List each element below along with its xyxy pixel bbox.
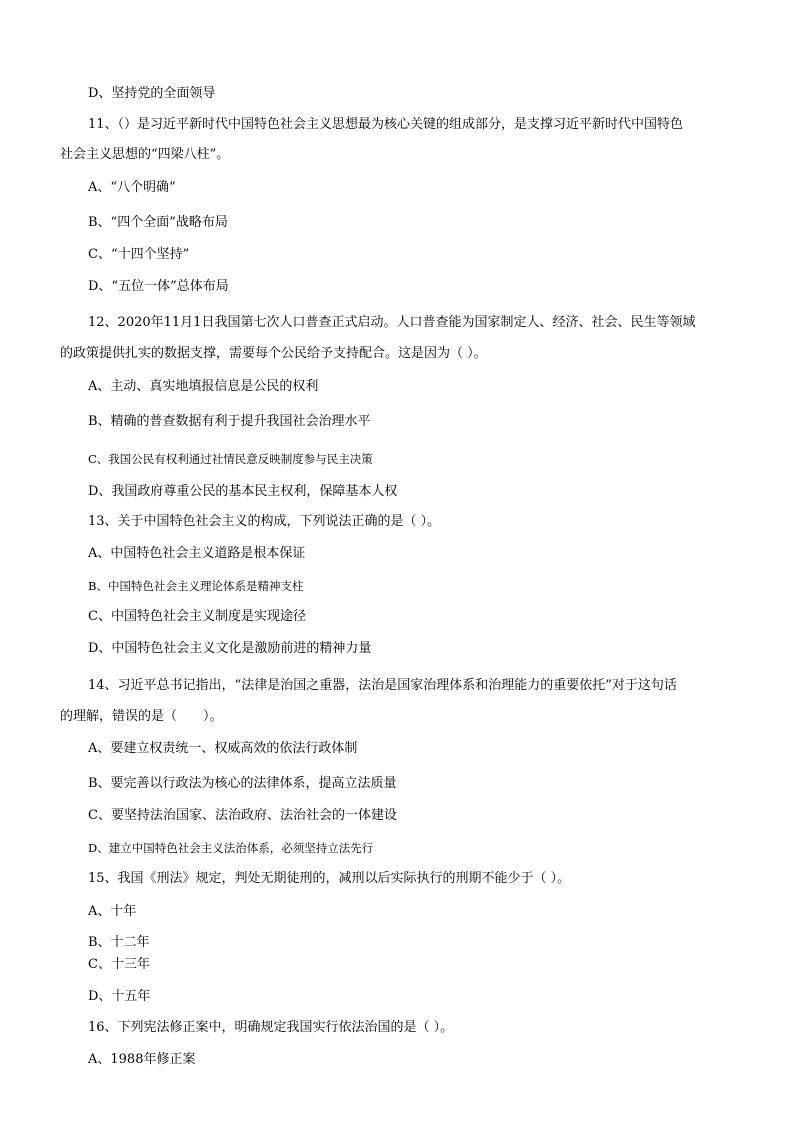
q13-option-a: A、中国特色社会主义道路是根本保证 — [88, 546, 306, 561]
q15-option-b: B、十二年 — [88, 935, 150, 950]
q11-option-c: C、“十四个坚持” — [88, 247, 190, 262]
q12-stem-line-2: 的政策提供扎实的数据支撑，需要每个公民给予支持配合。这是因为（ ）。 — [60, 346, 487, 361]
q10-option-d: D、坚持党的全面领导 — [88, 86, 216, 101]
q11-option-d: D、“五位一体”总体布局 — [88, 279, 229, 294]
q12-option-c: C、我国公民有权利通过社情民意反映制度参与民主决策 — [88, 452, 373, 466]
q11-stem-line-1: 11、（）是习近平新时代中国特色社会主义思想最为核心关键的组成部分，是支撑习近平新时代中国特色 — [88, 117, 684, 132]
q12-option-b: B、精确的普查数据有利于提升我国社会治理水平 — [88, 414, 371, 429]
q14-option-a: A、要建立权责统一、权威高效的依法行政体制 — [88, 741, 358, 756]
q15-option-c: C、十三年 — [88, 957, 150, 972]
q12-option-a: A、主动、真实地填报信息是公民的权利 — [88, 379, 319, 394]
q12-option-d: D、我国政府尊重公民的基本民主权利，保障基本人权 — [88, 484, 398, 499]
q14-option-c: C、要坚持法治国家、法治政府、法治社会的一体建设 — [88, 808, 397, 823]
q15-option-a: A、十年 — [88, 904, 137, 919]
q13-stem: 13、关于中国特色社会主义的构成，下列说法正确的是（ ）。 — [88, 514, 441, 529]
q14-stem-line-2: 的理解，错误的是（ ）。 — [60, 709, 223, 724]
q13-option-c: C、中国特色社会主义制度是实现途径 — [88, 609, 306, 624]
q16-stem: 16、下列宪法修正案中，明确规定我国实行依法治国的是（ ）。 — [88, 1020, 454, 1035]
q16-option-a: A、1988年修正案 — [88, 1052, 196, 1067]
q15-stem: 15、我国《刑法》规定，判处无期徒刑的，减刑以后实际执行的刑期不能少于（ ）。 — [88, 871, 571, 886]
q13-option-d: D、中国特色社会主义文化是激励前进的精神力量 — [88, 641, 372, 656]
q15-option-d: D、十五年 — [88, 989, 151, 1004]
q14-option-b: B、要完善以行政法为核心的法律体系，提高立法质量 — [88, 776, 397, 791]
q12-stem-line-1: 12、2020年11月1日我国第七次人口普查正式启动。人口普查能为国家制定人、经济、社会、民生等领域 — [88, 315, 696, 330]
q13-option-b: B、中国特色社会主义理论体系是精神支柱 — [88, 579, 304, 593]
q11-stem-line-2: 社会主义思想的“四梁八柱”。 — [60, 147, 230, 162]
q14-option-d: D、建立中国特色社会主义法治体系，必须坚持立法先行 — [88, 841, 374, 855]
q11-option-b: B、“四个全面”战略布局 — [88, 215, 228, 230]
q14-stem-line-1: 14、习近平总书记指出，“法律是治国之重器，法治是国家治理体系和治理能力的重要依托”对于这句话 — [88, 678, 677, 693]
q11-option-a: A、“八个明确” — [88, 180, 176, 195]
